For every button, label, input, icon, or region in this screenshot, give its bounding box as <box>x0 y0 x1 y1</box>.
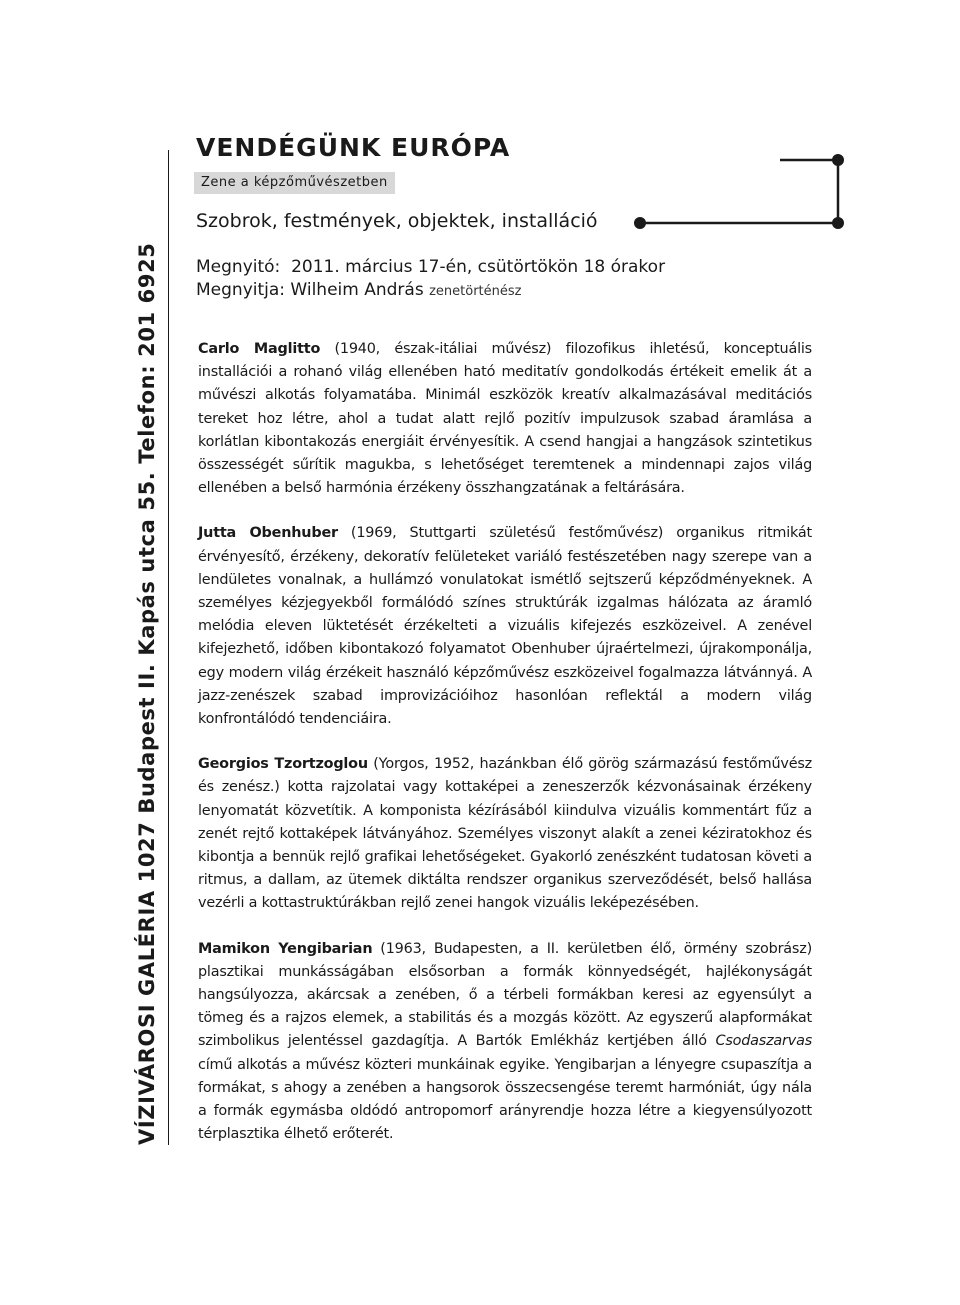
artist-name: Jutta Obenhuber <box>198 525 338 542</box>
opener-label: Megnyitja: <box>196 280 286 300</box>
opening-date-value: 2011. március 17-én, csütörtökön 18 órakor <box>291 257 666 277</box>
artist-name: Georgios Tzortzoglou <box>198 756 368 773</box>
gallery-address-vertical: VÍZIVÁROSI GALÉRIA 1027 Budapest II. Kapás utca 55. Telefon: 201 6925 <box>135 242 159 1145</box>
artist-paragraph <box>198 522 812 731</box>
artist-paragraph <box>198 938 812 1147</box>
artist-descriptions <box>198 338 812 1169</box>
opener-role: zenetörténész <box>429 284 522 299</box>
artist-bio: (1969, Stuttgarti születésű festőművész) organikus ritmikát érvényesítő, érzékeny, dekoratív felületeket variáló festészetében nagy szerepe van a lendületes vonalnak, a hullámzó vonulatokat ismétlő sejtszerű képződményeknek. A személyes kézjegyekből formálódó színes struktúrák izgalmas hálózata az áramló melódia eleven lüktetését érzékelteti a vizuális kifejezés eszközeivel. A zenével kifejezhető, időben kibontakozó folyamatot Obenhuber újraértelmezi, újrakomponálja, egy modern világ érzékeit használó képzőművész eszközeivel fogalmazza látvánnyá. A jazz-zenészek szabad improvizációihoz hasonlóan reflektál a modern világ konfrontálódó tendenciáira. <box>198 525 812 728</box>
artwork-title: Csodaszarvas <box>715 1033 812 1050</box>
opening-opener-line <box>196 279 665 303</box>
opening-info <box>196 256 665 303</box>
artist-paragraph <box>198 338 812 500</box>
exhibition-subtitle: Szobrok, festmények, objektek, installáció <box>196 210 598 232</box>
artist-bio-continued: című alkotás a művész közteri munkáinak egyike. Yengibarjan a lényegre csupaszítja a formákat, s ahogy a zenében a hangsorok összecsengése teremt harmóniát, úgy nála a formák egymásba oldódó antropomorf arányrendje hozza létre a kiegyensúlyozott térplasztika élhető erőterét. <box>198 1056 812 1143</box>
category-tag: Zene a képzőművészetben <box>194 172 395 194</box>
sidebar-divider <box>168 150 169 1145</box>
artist-bio: (Yorgos, 1952, hazánkban élő görög származású festőművész és zenész.) kotta rajzolatai vagy kottaképei a zeneszerzők kézvonásainak érzékeny lenyomatát közvetítik. A komponista kézírásából kiindulva vizuális kommentárt fűz a zenét rejtő kottaképek látványához. Személyes viszonyt alakít a zenei kéziratokhoz és kibontja a bennük rejlő grafikai lehetőségeket. Gyakorló zenészként tudatosan követi a ritmus, a dallam, az ütemek diktálta rendszer organikus szerveződését, belső hallása vezérli a kottastruktúrákban rejlő zenei hangok vizuális leképezésében. <box>198 756 812 912</box>
page-title: VENDÉGÜNK EURÓPA <box>196 133 511 162</box>
decorative-connector-lines <box>620 152 850 232</box>
artist-bio: (1940, észak-itáliai művész) filozofikus ihletésű, konceptuális installációi a rohanó világ ellenében ható meditatív gondolkodás értékeit emelik át a művészi alkotás folyamatába. Minimál eszközök kreatív alkalmazásával meditációs tereket hoz létre, ahol a tudat alatt rejlő pozitív impulzusok szabad áramlása a korlátlan kibontakozás energiáit érvényesítik. A csend hangjai a hangzások szintetikus összességét sűrítik magukba, s lehetőséget teremtenek a mindennapi zajos világ ellenében a belső harmónia érzékeny összhangzatának a feltárására. <box>198 341 812 497</box>
artist-name: Carlo Maglitto <box>198 341 321 357</box>
artist-paragraph <box>198 753 812 915</box>
artist-bio: (1963, Budapesten, a II. kerületben élő, örmény szobrász) plasztikai munkásságában elsősorban a formák könnyedségét, hajlékonyságát hangsúlyozza, akárcsak a zenében, ő a térbeli formákban keresi az egyensúlyt a tömeg és a rajzos elemek, a stabilitás és a mozgás között. Az egyszerű alapformákat szimbolikus jelentéssel gazdagítja. A Bartók Emlékház kertjében álló <box>198 940 812 1050</box>
artist-name: Mamikon Yengibarian <box>198 940 373 957</box>
opening-date-label: Megnyitó: <box>196 257 281 277</box>
opening-date-line <box>196 256 665 279</box>
opener-name: Wilheim András <box>290 280 424 300</box>
